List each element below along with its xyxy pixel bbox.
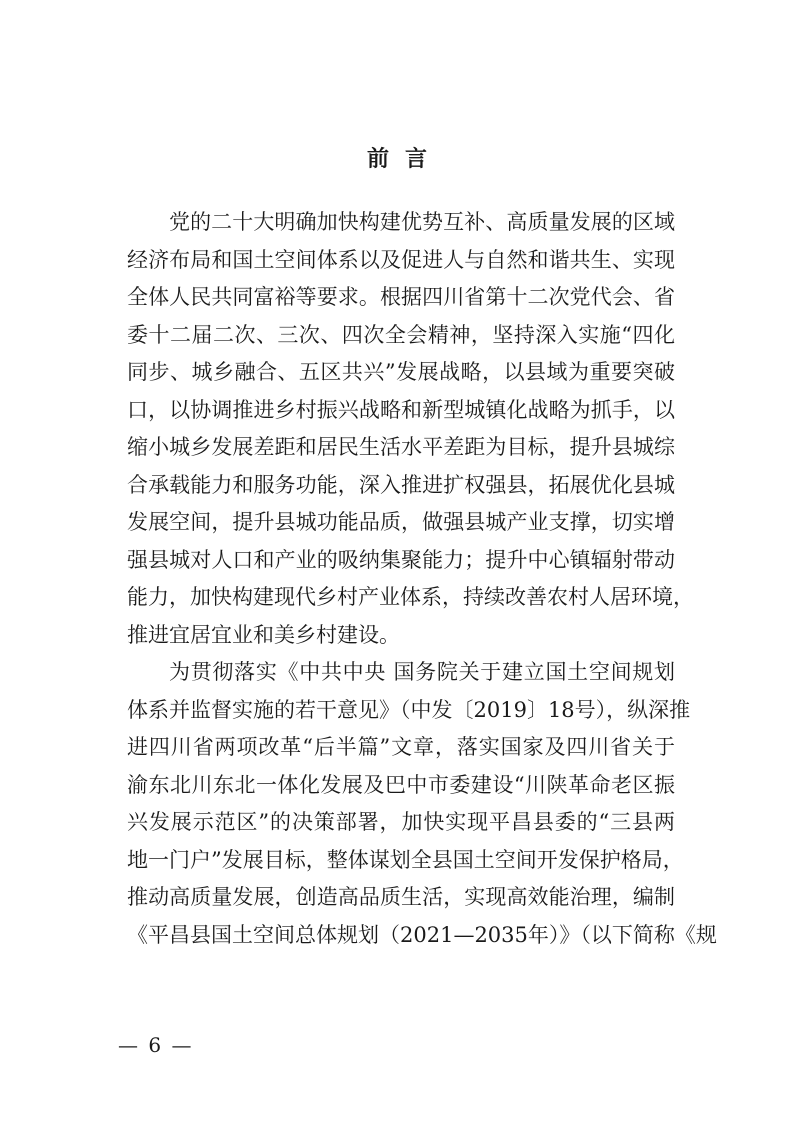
paragraph-2-line: 兴发展示范区”的决策部署，加快实现平昌县委的“三县两 <box>127 810 675 834</box>
paragraph-1-line: 同步、城乡融合、五区共兴”发展战略，以县域为重要突破 <box>127 360 675 384</box>
paragraph-1-line: 推进宜居宜业和美乡村建设。 <box>127 622 400 647</box>
paragraph-2-line: 地一门户”发展目标，整体谋划全县国土空间开发保护格局， <box>127 847 684 872</box>
paragraph-1-line: 能力，加快构建现代乡村产业体系，持续改善农村人居环境， <box>127 585 694 609</box>
paragraph-1-line: 发展空间，提升县城功能品质，做强县城产业支撑，切实增 <box>127 510 675 534</box>
paragraph-1-line: 强县城对人口和产业的吸纳集聚能力；提升中心镇辐射带动 <box>127 547 675 572</box>
paragraph-2-line: 体系并监督实施的若干意见》（中发〔2019〕18号），纵深推 <box>127 697 691 722</box>
paragraph-1-line: 缩小城乡发展差距和居民生活水平差距为目标，提升县城综 <box>127 435 675 459</box>
paragraph-2-line: 推动高质量发展，创造高品质生活，实现高效能治理，编制 <box>127 885 675 909</box>
paragraph-1-line: 全体人民共同富裕等要求。根据四川省第十二次党代会、省 <box>127 285 675 309</box>
page-number: — 6 — <box>118 1033 194 1057</box>
paragraph-2-line: 为贯彻落实《中共中央 国务院关于建立国土空间规划 <box>169 660 675 684</box>
paragraph-1-line: 合承载能力和服务功能，深入推进扩权强县，拓展优化县城 <box>127 472 675 497</box>
paragraph-2-line: 进四川省两项改革“后半篇”文章，落实国家及四川省关于 <box>127 735 675 759</box>
paragraph-1-line: 委十二届二次、三次、四次全会精神，坚持深入实施“四化 <box>127 322 675 347</box>
paragraph-1-line: 经济布局和国土空间体系以及促进人与自然和谐共生、实现 <box>127 247 675 272</box>
body-text <box>127 204 717 954</box>
paragraph-2-line: 《平昌县国土空间总体规划（2021—2035年）》（以下简称《规 <box>127 922 717 947</box>
paragraph-2-line: 渝东北川东北一体化发展及巴中市委建设“川陕革命老区振 <box>127 772 675 797</box>
paragraph-1-line: 党的二十大明确加快构建优势互补、高质量发展的区域 <box>169 210 675 234</box>
paragraph-1-line: 口，以协调推进乡村振兴战略和新型城镇化战略为抓手，以 <box>127 397 675 422</box>
page-title: 前言 <box>366 147 443 172</box>
